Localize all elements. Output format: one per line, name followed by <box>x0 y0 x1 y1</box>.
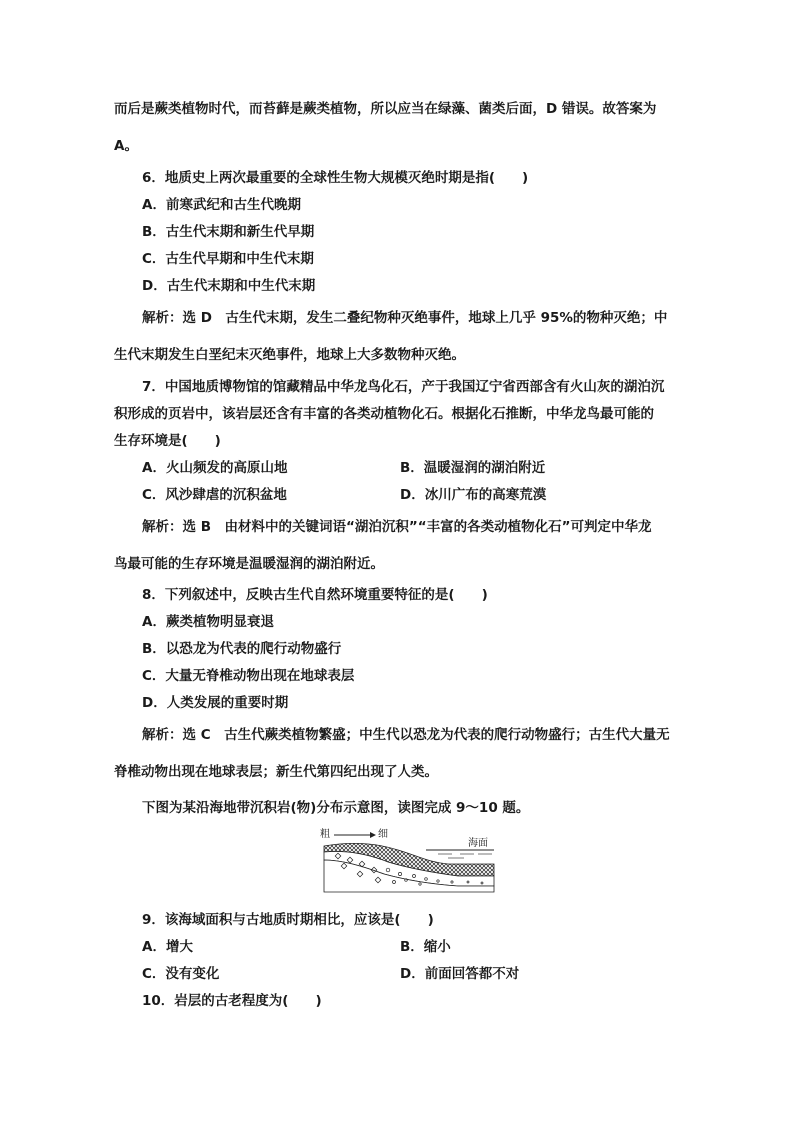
option-9a: A．增大 <box>142 939 193 955</box>
option-7a: A．火山频发的高原山地 <box>142 460 288 476</box>
option-8d: D．人类发展的重要时期 <box>142 695 289 711</box>
option-8a: A．蕨类植物明显衰退 <box>142 614 274 630</box>
question-8: 8．下列叙述中，反映古生代自然环境重要特征的是( ) <box>142 587 488 603</box>
analysis-7: 解析：选 B 由材料中的关键词语“湖泊沉积”“丰富的各类动植物化石”可判定中华龙 <box>142 519 652 535</box>
option-9c: C．没有变化 <box>142 966 220 982</box>
question-10: 10．岩层的古老程度为( ) <box>142 993 322 1009</box>
option-6a: A．前寒武纪和古生代晚期 <box>142 197 301 213</box>
sediment-diagram <box>318 828 496 894</box>
analysis-8-cont: 脊椎动物出现在地球表层；新生代第四纪出现了人类。 <box>114 764 438 780</box>
question-6: 6．地质史上两次最重要的全球性生物大规模灭绝时期是指( ) <box>142 170 529 186</box>
option-6b: B．古生代末期和新生代早期 <box>142 224 315 240</box>
question-7-cont: 生存环境是( ) <box>114 433 221 449</box>
option-8c: C．大量无脊椎动物出现在地球表层 <box>142 668 355 684</box>
option-6d: D．古生代末期和中生代末期 <box>142 278 316 294</box>
label-fine: 细 <box>378 829 388 840</box>
analysis-8: 解析：选 C 古生代蕨类植物繁盛；中生代以恐龙为代表的爬行动物盛行；古生代大量无 <box>142 727 670 743</box>
option-7c: C．风沙肆虐的沉积盆地 <box>142 487 287 503</box>
analysis-6: 解析：选 D 古生代末期，发生二叠纪物种灭绝事件，地球上几乎 95%的物种灭绝；中 <box>142 310 668 326</box>
analysis-6-cont: 生代末期发生白垩纪末灭绝事件，地球上大多数物种灭绝。 <box>114 347 465 363</box>
option-9d: D．前面回答都不对 <box>400 966 520 982</box>
option-7d: D．冰川广布的高寒荒漠 <box>400 487 547 503</box>
label-coarse: 粗 <box>320 829 330 840</box>
option-8b: B．以恐龙为代表的爬行动物盛行 <box>142 641 342 657</box>
question-7: 7．中国地质博物馆的馆藏精品中华龙鸟化石，产于我国辽宁省西部含有火山灰的湖泊沉 <box>142 379 665 395</box>
figure-intro: 下图为某沿海地带沉积岩(物)分布示意图，读图完成 9～10 题。 <box>142 800 530 816</box>
text-line: 而后是蕨类植物时代，而苔藓是蕨类植物，所以应当在绿藻、菌类后面，D 错误。故答案为 <box>114 101 657 117</box>
option-9b: B．缩小 <box>400 939 451 955</box>
option-7b: B．温暖湿润的湖泊附近 <box>400 460 546 476</box>
label-sea-surface: 海面 <box>468 838 488 849</box>
question-9: 9．该海域面积与古地质时期相比，应该是( ) <box>142 912 434 928</box>
text-line: A。 <box>114 138 138 154</box>
question-7-cont: 积形成的页岩中，该岩层还含有丰富的各类动植物化石。根据化石推断，中华龙鸟最可能的 <box>114 406 654 422</box>
option-6c: C．古生代早期和中生代末期 <box>142 251 314 267</box>
analysis-7-cont: 鸟最可能的生存环境是温暖湿润的湖泊附近。 <box>114 556 384 572</box>
